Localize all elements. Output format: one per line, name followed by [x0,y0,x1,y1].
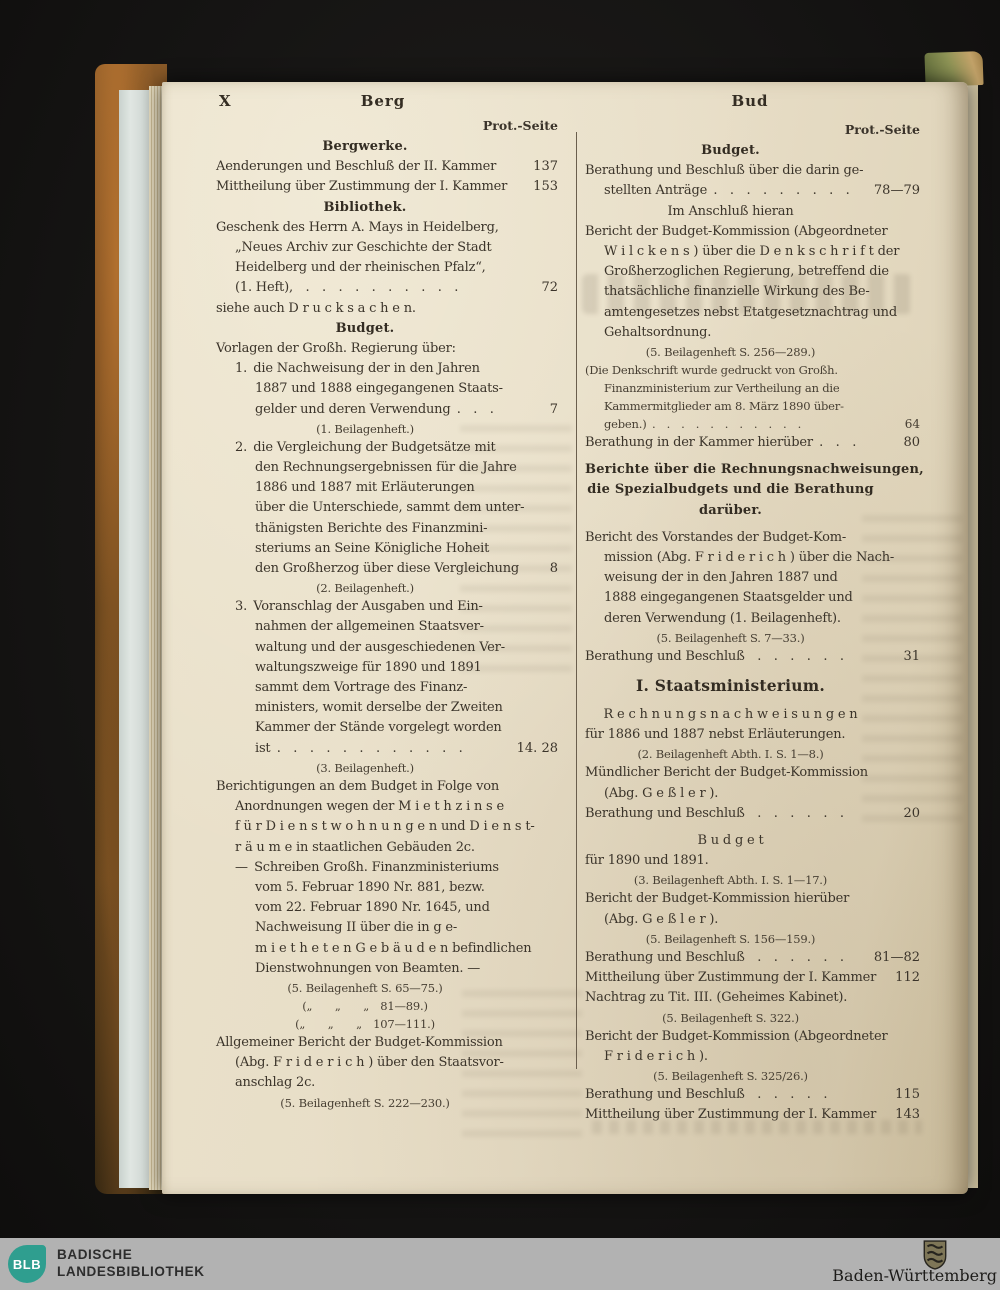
toc-line-text: Kammer der Stände vorgelegt worden [255,720,502,736]
toc-line [585,361,920,379]
toc-line [216,519,558,539]
right-column-lines [585,141,924,1125]
left-column-lines [216,137,558,1112]
toc-line [216,157,558,177]
toc-line [585,282,920,302]
toc-line-text: Dienstwohnungen von Beamten. — [255,960,481,976]
book-page [162,82,968,1194]
toc-line [216,939,558,959]
toc-line [585,910,920,930]
toc-line-text: (1. Beilagenheft.) [316,421,414,436]
toc-line-text: Finanzministerium zur Vertheilung an die [604,381,840,396]
toc-line [585,343,920,361]
toc-line-text: R e c h n u n g s n a c h w e i s u n g e n [603,707,858,723]
toc-line-text: waltungszweige für 1890 und 1891 [255,659,482,675]
toc-line [216,1094,558,1112]
toc-line [585,745,920,763]
toc-line-text: (Die Denkschrift wurde gedruckt von Großh. [585,363,838,378]
toc-line [216,759,558,777]
toc-heading [216,198,558,218]
toc-line [216,299,558,319]
column-header-left: Prot.-Seite [482,118,558,133]
toc-line-text: waltung und der ausgeschiedenen Ver- [255,639,505,655]
toc-line-text: „Neues Archiv zur Geschichte der Stadt [235,240,492,256]
protocol-page-ref: 81—82 [873,949,920,965]
running-head-right: Bud [731,92,769,110]
toc-line [585,303,920,323]
toc-line [216,658,558,678]
toc-line-text: Kammermitglieder am 8. März 1890 über- [604,399,844,414]
toc-line-text: Nachweisung II über die in g e- [255,920,458,936]
toc-line [216,617,558,637]
toc-line-text: 1. die Nachweisung der in den Jahren [235,361,480,377]
toc-line-text: gelder und deren Verwendung . . . [255,401,494,417]
toc-line-text: Heidelberg und der rheinischen Pfalz“, [235,260,486,276]
toc-line-text: f ü r D i e n s t w o h n u n g e n und D i e n s t- [235,819,535,835]
toc-line-text: 1887 und 1888 eingegangenen Staats- [255,381,503,397]
toc-line-text: für 1886 und 1887 nebst Erläuterungen. [585,727,846,743]
toc-line-text: darüber. [699,502,762,518]
toc-line [216,400,558,420]
toc-line-text: stellten Anträge . . . . . . . . . [604,183,850,199]
toc-line-text: (5. Beilagenheft S. 322.) [662,1010,799,1025]
toc-line-text: den Rechnungsergebnissen für die Jahre [255,460,517,476]
toc-line-text: anschlag 2c. [235,1075,316,1091]
toc-line-text: (5. Beilagenheft S. 7—33.) [656,630,805,645]
blb-logo-text: BLB [12,1256,42,1272]
toc-heading [585,141,920,161]
toc-line-text: mission (Abg. F r i d e r i c h ) über die Nach- [604,550,895,566]
right-column [585,118,924,1125]
protocol-page-ref: 64 [904,417,920,432]
toc-line [585,181,920,201]
toc-line-text: Bergwerke. [322,139,408,154]
toc-line-text: siehe auch D r u c k s a c h e n. [216,300,416,316]
toc-line-text: Berathung und Beschluß . . . . . . [585,648,844,664]
toc-line [585,851,920,871]
toc-line-text: den Großherzog über diese Vergleichung [255,561,519,577]
toc-line-text: I. Staatsministerium. [636,676,825,696]
library-name [57,1246,205,1280]
toc-line [585,588,920,608]
column-divider [576,132,577,1069]
page-edge-stack [119,90,151,1188]
toc-line-text: Gehaltsordnung. [604,324,712,340]
toc-line-text: Bericht der Budget-Kommission (Abgeordneter [585,1028,888,1044]
toc-line [216,579,558,597]
toc-line [216,478,558,498]
toc-line-text: Berathung und Beschluß . . . . . [585,1086,828,1102]
toc-line-text: („ „ „ 107—111.) [295,1016,435,1031]
protocol-page-ref: 78—79 [873,183,920,199]
toc-line [216,539,558,559]
toc-line [216,1073,558,1093]
toc-line-text: (5. Beilagenheft S. 156—159.) [645,931,816,946]
toc-line [216,420,558,438]
toc-line [216,698,558,718]
toc-heading [585,480,920,500]
toc-line [585,804,920,824]
toc-line-text: 1886 und 1887 mit Erläuterungen [255,480,475,496]
toc-line-text: thänigsten Berichte des Finanzmini- [255,520,488,536]
toc-line [216,498,558,518]
toc-line-text: Bibliothek. [323,199,407,215]
library-footer [0,1238,1000,1290]
toc-line-text: Anordnungen wegen der M i e t h z i n s e [235,799,504,815]
running-head [162,82,968,118]
toc-line-text: Allgemeiner Bericht der Budget-Kommission [216,1034,503,1050]
toc-line [585,930,920,948]
toc-line [585,889,920,909]
toc-line [585,784,920,804]
toc-line [216,858,558,878]
toc-line-text: (Abg. G e ß l e r ). [604,785,719,801]
toc-line-text: amtengesetzes nebst Etatgesetznachtrag und [604,304,897,320]
toc-line-text: über die Unterschiede, sammt dem unter- [255,500,525,516]
toc-line-text: Berathung und Beschluß . . . . . . [585,805,844,821]
protocol-page-ref: 20 [903,805,920,821]
protocol-page-ref: 31 [903,648,920,664]
toc-line-text: (2. Beilagenheft Abth. I. S. 1—8.) [637,747,824,762]
toc-line-text: geben.) . . . . . . . . . . . [604,417,802,432]
toc-line-text: ist . . . . . . . . . . . . [255,740,463,756]
toc-line [216,678,558,698]
toc-line-text: Budget. [335,320,395,336]
toc-line [216,979,558,997]
toc-line [585,1105,920,1125]
left-column [216,118,558,1125]
toc-line-text: Im Anschluß hieran [667,203,794,219]
toc-line-text: ministers, womit derselbe der Zweiten [255,700,503,716]
column-header-right: Prot.-Seite [844,122,920,137]
toc-line-text: (5. Beilagenheft S. 325/26.) [653,1068,808,1083]
toc-line [216,777,558,797]
toc-line [585,433,920,453]
toc-line-text: die Spezialbudgets und die Berathung [587,482,874,498]
toc-line [585,1009,920,1027]
toc-line-text: Bericht der Budget-Kommission (Abgeordneter [585,223,888,239]
toc-line-text: 2. die Vergleichung der Budgetsätze mit [235,439,496,455]
toc-line-text: Berichte über die Rechnungsnachweisungen, [585,462,924,478]
toc-line-text: Vorlagen der Großh. Regierung über: [216,341,456,357]
toc-line-text: Geschenk des Herrn A. Mays in Heidelberg, [216,219,499,235]
toc-line [585,202,920,222]
toc-line [216,1015,558,1033]
toc-line-text: sammt dem Vortrage des Finanz- [255,680,468,696]
toc-line-text: Großherzoglichen Regierung, betreffend die [604,264,889,280]
toc-line [585,262,920,282]
toc-line [585,763,920,783]
protocol-page-ref: 112 [895,970,920,986]
toc-line [216,218,558,238]
toc-line-text: weisung der in den Jahren 1887 und [604,570,838,586]
toc-line-text: Mittheilung über Zustimmung der I. Kammer [585,1107,877,1123]
toc-line [585,647,920,667]
toc-line-text: m i e t h e t e n G e b ä u d e n befindlichen [255,940,532,956]
toc-line-text: (5. Beilagenheft S. 65—75.) [287,980,443,995]
toc-line [585,222,920,242]
toc-line [216,379,558,399]
toc-line-text: Aenderungen und Beschluß der II. Kammer [216,159,497,175]
protocol-page-ref: 153 [533,179,558,195]
protocol-page-ref: 143 [895,1107,920,1123]
toc-line [216,238,558,258]
toc-line [585,379,920,397]
toc-line [585,397,920,415]
toc-line-text: Berichtigungen an dem Budget in Folge von [216,778,500,794]
toc-line-text: Bericht des Vorstandes der Budget-Kom- [585,529,847,545]
toc-line [216,1053,558,1073]
toc-line-text: Berathung und Beschluß . . . . . . [585,949,844,965]
toc-line [585,831,920,851]
toc-line [216,838,558,858]
toc-line [585,242,920,262]
toc-line-text: W i l c k e n s ) über die D e n k s c h r i f t der [604,244,900,260]
toc-line [216,739,558,759]
toc-line [216,997,558,1015]
library-name-line1: BADISCHE [57,1247,133,1262]
toc-line [216,438,558,458]
toc-line-text: 3. Voranschlag der Ausgaben und Ein- [235,599,483,615]
toc-line-text: F r i d e r i c h ). [604,1048,708,1064]
toc-line [216,559,558,579]
protocol-page-ref: 8 [549,561,558,577]
toc-line-text: vom 22. Februar 1890 Nr. 1645, und [255,900,490,916]
toc-line [585,629,920,647]
protocol-page-ref: 14. 28 [516,740,558,756]
toc-line-text: 1888 eingegangenen Staatsgelder und [604,590,853,606]
toc-line [216,878,558,898]
protocol-page-ref: 115 [895,1086,920,1102]
toc-line [585,568,920,588]
toc-line-text: — Schreiben Großh. Finanzministeriums [235,859,499,875]
protocol-page-ref: 137 [533,159,558,175]
toc-line-text: steriums an Seine Königliche Hoheit [255,540,490,556]
toc-line [216,597,558,617]
toc-line [585,161,920,181]
blb-logo [8,1245,46,1283]
toc-line [585,415,920,433]
toc-line [216,918,558,938]
toc-line [585,871,920,889]
toc-line-text: (Abg. G e ß l e r ). [604,911,719,927]
index-columns [162,118,968,1125]
toc-line-text: B u d g e t [697,833,764,849]
toc-line [585,1027,920,1047]
toc-line-text: (1. Heft), . . . . . . . . . . [235,280,459,296]
toc-line-text: thatsächliche finanzielle Wirkung des Be- [604,284,870,300]
toc-line [585,528,920,548]
toc-heading [216,319,558,339]
toc-heading [585,501,920,521]
library-name-line2: LANDESBIBLIOTHEK [57,1264,205,1279]
toc-line [585,609,920,629]
toc-line [585,1067,920,1085]
toc-line [216,278,558,298]
toc-line [585,968,920,988]
toc-line [216,1033,558,1053]
toc-line-text: (2. Beilagenheft.) [316,581,414,596]
protocol-page-ref: 80 [903,435,920,451]
toc-line [216,718,558,738]
toc-line [585,1085,920,1105]
toc-line [216,959,558,979]
toc-line-text: Bericht der Budget-Kommission hierüber [585,891,850,907]
toc-line [216,458,558,478]
toc-line-text: Budget. [701,143,760,158]
protocol-page-ref: 72 [541,280,558,296]
state-name: Baden-Württemberg [832,1266,997,1285]
toc-heading [585,460,924,480]
toc-line-text: r ä u m e in staatlichen Gebäuden 2c. [235,839,475,855]
toc-line [216,638,558,658]
toc-line [216,797,558,817]
toc-heading [216,137,558,157]
toc-line-text: (Abg. F r i d e r i c h ) über den Staatsvor- [235,1055,504,1071]
toc-line-text: (3. Beilagenheft.) [316,760,414,775]
toc-line [216,359,558,379]
toc-line-text: (3. Beilagenheft Abth. I. S. 1—17.) [633,873,828,888]
toc-line-text: Mündlicher Bericht der Budget-Kommission [585,765,868,781]
toc-line-text: Berathung und Beschluß über die darin ge- [585,163,864,179]
toc-line-text: (5. Beilagenheft S. 256—289.) [645,345,816,360]
toc-line [216,177,558,197]
toc-line [216,817,558,837]
toc-line-text: vom 5. Februar 1890 Nr. 881, bezw. [255,879,485,895]
running-head-left: Berg [360,92,406,110]
toc-line [585,948,920,968]
toc-line [216,258,558,278]
toc-line [585,988,920,1008]
toc-line [585,725,920,745]
folio-number: X [219,92,232,110]
toc-line-text: deren Verwendung (1. Beilagenheft). [604,610,841,626]
toc-line [216,898,558,918]
protocol-page-ref: 7 [549,401,558,417]
toc-line-text: Nachtrag zu Tit. III. (Geheimes Kabinet). [585,990,848,1006]
toc-line [585,323,920,343]
toc-line-text: Berathung in der Kammer hierüber . . . [585,435,857,451]
toc-line-text: („ „ „ 81—89.) [302,998,428,1013]
toc-line-text: (5. Beilagenheft S. 222—230.) [280,1095,450,1110]
toc-line [216,339,558,359]
toc-line [585,705,920,725]
toc-line-text: für 1890 und 1891. [585,853,709,869]
toc-heading [585,674,920,698]
toc-line-text: nahmen der allgemeinen Staatsver- [255,619,484,635]
toc-line-text: Mittheilung über Zustimmung der I. Kammer [216,179,508,195]
toc-line [585,1047,920,1067]
toc-line [585,548,920,568]
toc-line-text: Mittheilung über Zustimmung der I. Kammer [585,970,877,986]
